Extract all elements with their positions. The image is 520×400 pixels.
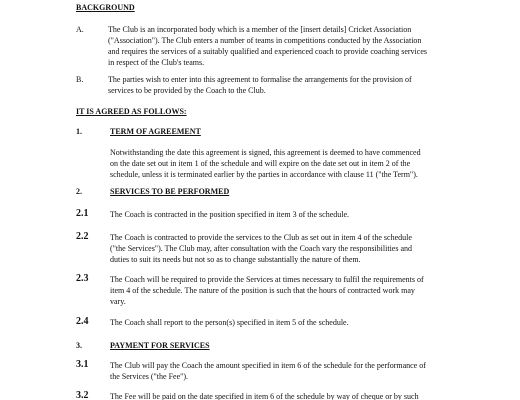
section-a-label: A. bbox=[76, 25, 84, 34]
clause-1-paragraph bbox=[110, 147, 492, 180]
paragraph-line: the Services ("the Fee"). bbox=[110, 372, 189, 381]
paragraph-line: services to be provided by the Coach to the Club. bbox=[108, 86, 266, 95]
paragraph-line: The Coach shall report to the person(s) specified in item 5 of the schedule. bbox=[110, 318, 349, 327]
section-a-paragraph bbox=[108, 24, 490, 68]
clause-3-title: PAYMENT FOR SERVICES bbox=[110, 341, 210, 350]
subclause-2-3-paragraph bbox=[110, 274, 492, 307]
subclause-2-3-number: 2.3 bbox=[76, 273, 89, 284]
paragraph-line: The Club is an incorporated body which is a member of the [insert details] Cricket Association bbox=[108, 25, 412, 34]
clause-2-title: SERVICES TO BE PERFORMED bbox=[110, 187, 230, 196]
section-b-label: B. bbox=[76, 75, 84, 84]
subclause-3-1-number: 3.1 bbox=[76, 359, 89, 370]
paragraph-line: duties to suit its needs but not so as to change substantially the nature of them. bbox=[110, 255, 361, 264]
subclause-3-2-number: 3.2 bbox=[76, 390, 89, 400]
clause-2-number: 2. bbox=[76, 187, 82, 196]
paragraph-line: vary. bbox=[110, 297, 126, 306]
paragraph-line: and requires the services of a suitably qualified and experienced coach to provide coaching services bbox=[108, 47, 427, 56]
background-heading: BACKGROUND bbox=[76, 3, 135, 12]
section-b-paragraph bbox=[108, 74, 490, 96]
paragraph-line: The Club will pay the Coach the amount specified in item 6 of the schedule for the performance of bbox=[110, 361, 426, 370]
paragraph-line: ("Association"). The Club enters a number of teams in competitions conducted by the Association bbox=[108, 36, 422, 45]
paragraph-line: in respect of the Club's teams. bbox=[108, 58, 205, 67]
subclause-2-4-number: 2.4 bbox=[76, 316, 89, 327]
subclause-3-1-paragraph bbox=[110, 360, 492, 382]
paragraph-line: on the date set out in item 1 of the schedule and will expire on the date set out in item 2 of the bbox=[110, 159, 411, 168]
subclause-2-1-number: 2.1 bbox=[76, 208, 89, 219]
agreed-heading: IT IS AGREED AS FOLLOWS: bbox=[76, 107, 187, 116]
subclause-2-2-paragraph bbox=[110, 232, 492, 265]
subclause-2-1-paragraph bbox=[110, 209, 492, 220]
paragraph-line: The Coach is contracted to provide the services to the Club as set out in item 4 of the schedule bbox=[110, 233, 412, 242]
paragraph-line: Notwithstanding the date this agreement is signed, this agreement is deemed to have commenced bbox=[110, 148, 421, 157]
paragraph-line: The parties wish to enter into this agreement to formalise the arrangements for the provision of bbox=[108, 75, 412, 84]
clause-3-number: 3. bbox=[76, 341, 82, 350]
paragraph-line: The Coach is contracted in the position specified in item 3 of the schedule. bbox=[110, 210, 350, 219]
paragraph-line: item 4 of the schedule. The nature of the position is such that the hours of contracted work may bbox=[110, 286, 415, 295]
subclause-2-2-number: 2.2 bbox=[76, 231, 89, 242]
clause-1-number: 1. bbox=[76, 127, 82, 136]
paragraph-line: The Fee will be paid on the date specified in item 6 of the schedule by way of cheque or by such bbox=[110, 392, 419, 400]
subclause-2-4-paragraph bbox=[110, 317, 492, 328]
clause-1-title: TERM OF AGREEMENT bbox=[110, 127, 201, 136]
subclause-3-2-paragraph bbox=[110, 391, 492, 400]
paragraph-line: ("the Services"). The Club may, after consultation with the Coach vary the responsibilities and bbox=[110, 244, 413, 253]
paragraph-line: The Coach will be required to provide the Services at times necessary to fulfil the requirements of bbox=[110, 275, 424, 284]
paragraph-line: schedule, unless it is terminated earlier by the parties in accordance with clause 11 ("the Term"). bbox=[110, 170, 418, 179]
